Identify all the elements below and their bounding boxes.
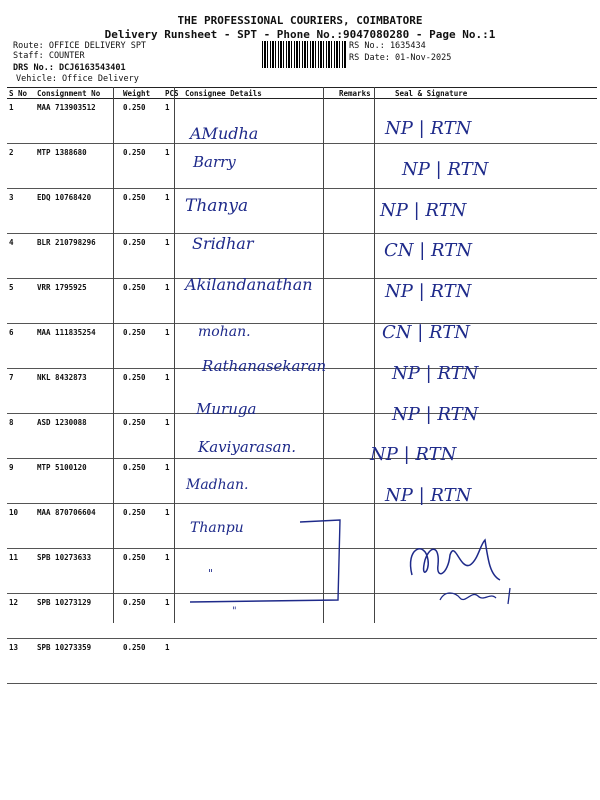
table-row (7, 369, 597, 414)
seal-handwriting: NP | RTN (385, 118, 472, 139)
row-pcs: 1 (163, 189, 183, 234)
row-consignee-cell (183, 594, 337, 639)
consignee-handwriting: " (232, 605, 237, 617)
row-weight: 0.250 (121, 369, 163, 414)
table-header (7, 88, 597, 99)
staff-field: Staff: COUNTER (13, 51, 85, 61)
row-remarks-cell (337, 504, 393, 549)
row-pcs: 1 (163, 459, 183, 504)
row-consignment-no: NKL 8432873 (35, 369, 121, 414)
row-seal-cell (393, 639, 597, 684)
seal-handwriting: NP | RTN (385, 485, 472, 507)
row-weight: 0.250 (121, 189, 163, 234)
table-row (7, 99, 597, 144)
row-consignment-no: SPB 10273359 (35, 639, 121, 684)
consignee-handwriting: Barry (193, 152, 236, 171)
row-sno: 3 (7, 189, 35, 234)
row-weight: 0.250 (121, 504, 163, 549)
row-weight: 0.250 (121, 279, 163, 324)
barcode-icon (262, 41, 346, 68)
col-consignment: Consignment No (35, 88, 121, 99)
seal-handwriting: NP | RTN (385, 281, 472, 303)
route-field: Route: OFFICE DELIVERY SPT (13, 41, 147, 51)
row-weight: 0.250 (121, 459, 163, 504)
row-pcs: 1 (163, 99, 183, 144)
row-pcs: 1 (163, 414, 183, 459)
row-pcs: 1 (163, 594, 183, 639)
row-pcs: 1 (163, 504, 183, 549)
runsheet-subtitle: Delivery Runsheet - SPT - Phone No.:9047080280 - Page No.:1 (104, 28, 496, 41)
row-sno: 10 (7, 504, 35, 549)
row-consignment-no: MAA 111835254 (35, 324, 121, 369)
row-pcs: 1 (163, 324, 183, 369)
col-remarks: Remarks (337, 88, 393, 99)
row-remarks-cell (337, 639, 393, 684)
row-weight: 0.250 (121, 324, 163, 369)
row-remarks-cell (337, 369, 393, 414)
row-sno: 7 (7, 369, 35, 414)
row-sno: 5 (7, 279, 35, 324)
rs-number: RS No.: 1635434 (349, 41, 426, 51)
row-pcs: 1 (163, 549, 183, 594)
row-weight: 0.250 (121, 234, 163, 279)
table-row (7, 144, 597, 189)
col-sno: S No (7, 88, 35, 99)
rs-date: RS Date: 01-Nov-2025 (349, 53, 452, 63)
row-consignment-no: EDQ 10768420 (35, 189, 121, 234)
row-sno: 6 (7, 324, 35, 369)
row-consignment-no: BLR 210798296 (35, 234, 121, 279)
row-consignment-no: MAA 870706604 (35, 504, 121, 549)
seal-handwriting: NP | RTN (392, 403, 479, 425)
row-consignment-no: MTP 1388680 (35, 144, 121, 189)
row-pcs: 1 (163, 144, 183, 189)
row-consignment-no: ASD 1230088 (35, 414, 121, 459)
column-divider (323, 87, 324, 623)
row-weight: 0.250 (121, 144, 163, 189)
consignee-handwriting: AMudha (190, 124, 259, 143)
col-seal: Seal & Signature (393, 88, 597, 99)
row-sno: 9 (7, 459, 35, 504)
row-sno: 1 (7, 99, 35, 144)
row-sno: 11 (7, 549, 35, 594)
table-row (7, 504, 597, 549)
row-consignment-no: VRR 1795925 (35, 279, 121, 324)
seal-handwriting: CN | RTN (384, 240, 473, 262)
row-consignment-no: MTP 5100120 (35, 459, 121, 504)
row-sno: 4 (7, 234, 35, 279)
row-weight: 0.250 (121, 99, 163, 144)
table-row (7, 594, 597, 639)
row-consignee-cell (183, 639, 337, 684)
row-weight: 0.250 (121, 414, 163, 459)
consignee-handwriting: Thanpu (190, 520, 244, 536)
col-weight: Weight (121, 88, 163, 99)
row-pcs: 1 (163, 369, 183, 414)
consignee-handwriting: Akilandanathan (185, 275, 313, 295)
row-seal-cell (393, 594, 597, 639)
row-weight: 0.250 (121, 549, 163, 594)
row-pcs: 1 (163, 279, 183, 324)
row-weight: 0.250 (121, 639, 163, 684)
consignee-handwriting: Muruga (196, 399, 257, 418)
row-consignment-no: SPB 10273633 (35, 549, 121, 594)
row-seal-cell (393, 504, 597, 549)
seal-handwriting: NP | RTN (380, 199, 467, 221)
table-row (7, 639, 597, 684)
table-row (7, 459, 597, 504)
table-row (7, 234, 597, 279)
consignee-handwriting: " (208, 566, 214, 580)
table-row (7, 189, 597, 234)
table-row (7, 549, 597, 594)
column-divider (374, 87, 375, 623)
row-pcs: 1 (163, 639, 183, 684)
col-pcs: PCS (163, 88, 183, 99)
seal-handwriting: NP | RTN (370, 444, 457, 466)
consignee-handwriting: mohan. (198, 324, 251, 340)
row-consignment-no: SPB 10273129 (35, 594, 121, 639)
row-sno: 13 (7, 639, 35, 684)
row-remarks-cell (337, 549, 393, 594)
runsheet-table (7, 87, 597, 684)
consignee-handwriting: Sridhar (192, 234, 254, 254)
table-row (7, 414, 597, 459)
row-remarks-cell (337, 594, 393, 639)
consignee-handwriting: Rathanasekaran (202, 356, 327, 375)
drs-number: DRS No.: DCJ6163543401 (13, 63, 126, 73)
row-remarks-cell (337, 144, 393, 189)
row-sno: 12 (7, 594, 35, 639)
column-divider (174, 87, 175, 623)
consignee-handwriting: Thanya (185, 195, 249, 216)
row-seal-cell (393, 549, 597, 594)
seal-handwriting: NP | RTN (392, 362, 479, 384)
seal-handwriting: NP | RTN (402, 158, 489, 180)
company-title: THE PROFESSIONAL COURIERS, COIMBATORE (177, 14, 423, 27)
row-consignee-cell (183, 549, 337, 594)
seal-handwriting: CN | RTN (382, 322, 471, 343)
consignee-handwriting: Madhan. (186, 477, 249, 494)
row-weight: 0.250 (121, 594, 163, 639)
row-sno: 8 (7, 414, 35, 459)
row-consignment-no: MAA 713903512 (35, 99, 121, 144)
consignee-handwriting: Kaviyarasan. (198, 438, 297, 457)
vehicle-field: Vehicle: Office Delivery (16, 74, 139, 84)
row-sno: 2 (7, 144, 35, 189)
col-consignee: Consignee Details (183, 88, 337, 99)
column-divider (113, 87, 114, 623)
row-pcs: 1 (163, 234, 183, 279)
